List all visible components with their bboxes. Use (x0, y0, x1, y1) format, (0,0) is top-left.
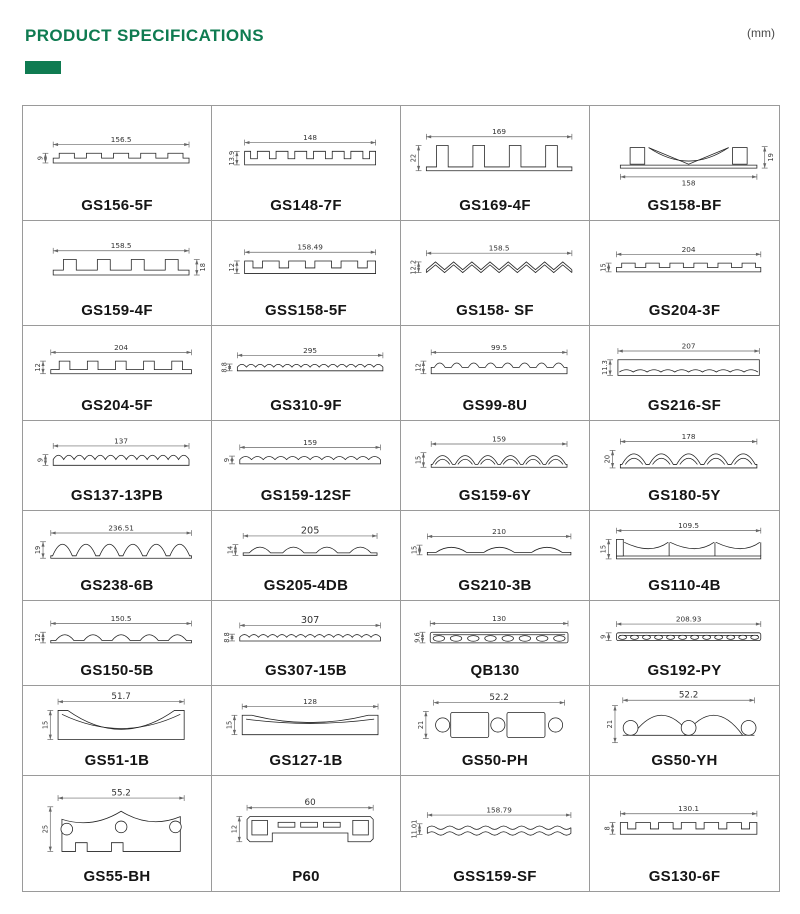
spec-cell-GS238-6B (23, 511, 212, 601)
profile-drawing (594, 332, 775, 395)
svg-text:236.51: 236.51 (108, 523, 134, 533)
profile-drawing (405, 113, 585, 195)
profile-drawing (594, 691, 775, 750)
svg-text:158.5: 158.5 (110, 241, 132, 251)
spec-cell-GS150-5B (23, 601, 212, 686)
svg-text:130.1: 130.1 (677, 804, 699, 814)
product-code-label: GSS159-SF (453, 868, 537, 885)
product-code-label: GS238-6B (80, 577, 154, 594)
profile-drawing (594, 227, 775, 300)
profile-drawing (216, 607, 396, 660)
product-code-label: GS148-7F (270, 197, 342, 214)
svg-text:20: 20 (603, 455, 612, 464)
profile-drawing (216, 113, 396, 195)
product-code-label: GS205-4DB (263, 577, 349, 594)
spec-cell-GS148-7F (212, 106, 401, 221)
product-code-label: GS127-1B (269, 752, 343, 769)
product-code-label: QB130 (470, 662, 520, 679)
spec-cell-GSS159-SF (401, 776, 590, 891)
profile-drawing (405, 427, 585, 485)
svg-text:207: 207 (681, 341, 696, 351)
product-code-label: GS130-6F (648, 868, 721, 885)
svg-text:9: 9 (36, 457, 45, 462)
svg-text:99.5: 99.5 (490, 342, 507, 352)
svg-text:18: 18 (198, 263, 207, 272)
svg-text:12: 12 (414, 363, 423, 372)
svg-text:208.93: 208.93 (675, 614, 702, 624)
svg-text:15: 15 (599, 545, 608, 554)
svg-text:15: 15 (599, 263, 608, 272)
product-code-label: GS51-1B (84, 752, 150, 769)
svg-text:14: 14 (226, 545, 235, 554)
svg-text:9.6: 9.6 (413, 631, 422, 643)
profile-drawing (27, 113, 207, 195)
profile-drawing (27, 427, 207, 485)
svg-text:52.2: 52.2 (489, 692, 509, 703)
svg-text:158.49: 158.49 (297, 242, 323, 252)
svg-text:15: 15 (225, 720, 234, 729)
svg-text:210: 210 (491, 526, 506, 536)
profile-drawing (27, 692, 207, 750)
spec-cell-GS307-15B (212, 601, 401, 686)
product-code-label: GS216-SF (647, 397, 722, 414)
svg-text:150.5: 150.5 (110, 613, 132, 623)
svg-text:158.5: 158.5 (488, 243, 510, 253)
svg-text:52.2: 52.2 (678, 691, 699, 702)
product-code-label: GS204-5F (81, 397, 153, 414)
spec-cell-GSS158-5F (212, 221, 401, 326)
svg-text:22: 22 (409, 153, 418, 162)
profile-drawing (594, 426, 775, 485)
profile-drawing (405, 784, 585, 866)
svg-text:11.3: 11.3 (600, 359, 609, 375)
product-code-label: GS137-13PB (70, 487, 164, 504)
profile-drawing (405, 332, 585, 395)
svg-text:12: 12 (33, 363, 42, 372)
profile-drawing (27, 227, 207, 300)
product-code-label: GS158-BF (647, 197, 722, 214)
profile-drawing (216, 227, 396, 300)
svg-text:158.79: 158.79 (486, 805, 512, 815)
svg-text:204: 204 (681, 244, 696, 254)
spec-cell-GS50-PH (401, 686, 590, 776)
spec-cell-QB130 (401, 601, 590, 686)
unit-label: (mm) (747, 26, 775, 40)
spec-cell-GS156-5F (23, 106, 212, 221)
svg-text:19: 19 (766, 153, 775, 162)
product-code-label: GS310-9F (270, 397, 342, 414)
svg-text:60: 60 (304, 797, 316, 808)
profile-drawing (216, 784, 396, 866)
svg-text:12: 12 (227, 263, 236, 272)
product-code-label: GS159-4F (81, 302, 153, 319)
spec-cell-GS159-12SF (212, 421, 401, 511)
spec-cell-GS158-BF (590, 106, 779, 221)
spec-cell-GS130-6F (590, 776, 779, 891)
svg-text:11.01: 11.01 (410, 819, 419, 839)
svg-text:12.2: 12.2 (409, 260, 418, 275)
product-code-label: GS156-5F (81, 197, 153, 214)
svg-text:128: 128 (302, 696, 317, 706)
svg-text:159: 159 (302, 437, 317, 447)
spec-cell-GS204-3F (590, 221, 779, 326)
spec-cell-GS110-4B (590, 511, 779, 601)
spec-cell-GS180-5Y (590, 421, 779, 511)
accent-swatch (25, 61, 61, 74)
product-code-label: GS110-4B (648, 577, 721, 594)
svg-text:130: 130 (491, 613, 506, 623)
spec-grid (22, 105, 780, 892)
profile-drawing (405, 607, 585, 660)
spec-cell-GS192-PY (590, 601, 779, 686)
svg-text:13.9: 13.9 (227, 150, 236, 165)
spec-cell-GS204-5F (23, 326, 212, 421)
svg-text:21: 21 (605, 720, 614, 729)
spec-cell-GS99-8U (401, 326, 590, 421)
svg-text:178: 178 (681, 432, 696, 442)
svg-text:9: 9 (222, 457, 231, 462)
profile-drawing (594, 516, 775, 575)
profile-drawing (405, 692, 585, 750)
profile-drawing (594, 112, 775, 195)
svg-text:159: 159 (491, 434, 506, 444)
spec-cell-GS55-BH (23, 776, 212, 891)
spec-cell-GS310-9F (212, 326, 401, 421)
spec-cell-GS50-YH (590, 686, 779, 776)
profile-drawing (216, 692, 396, 750)
svg-text:158: 158 (681, 178, 696, 188)
spec-cell-GS210-3B (401, 511, 590, 601)
product-code-label: GS50-PH (461, 752, 529, 769)
svg-text:109.5: 109.5 (677, 521, 699, 531)
product-code-label: GS210-3B (458, 577, 532, 594)
product-code-label: GS159-6Y (458, 487, 532, 504)
product-code-label: GS180-5Y (648, 487, 721, 504)
svg-text:9: 9 (599, 634, 608, 640)
svg-text:8: 8 (603, 826, 612, 831)
svg-text:204: 204 (113, 342, 128, 352)
svg-text:295: 295 (302, 345, 317, 355)
svg-text:12: 12 (230, 824, 239, 833)
profile-drawing (27, 332, 207, 395)
svg-text:12: 12 (33, 633, 42, 642)
svg-text:51.7: 51.7 (111, 691, 131, 702)
svg-text:307: 307 (300, 614, 320, 626)
spec-cell-GS169-4F (401, 106, 590, 221)
profile-drawing (594, 606, 775, 660)
svg-text:15: 15 (41, 720, 50, 729)
spec-cell-GS159-6Y (401, 421, 590, 511)
product-code-label: GS204-3F (648, 302, 721, 319)
profile-drawing (405, 517, 585, 575)
product-code-label: GS159-12SF (260, 487, 352, 504)
spec-cell-GS158-SF (401, 221, 590, 326)
profile-drawing (27, 784, 207, 866)
svg-text:205: 205 (300, 525, 320, 537)
product-code-label: GS169-4F (459, 197, 531, 214)
spec-cell-GS205-4DB (212, 511, 401, 601)
profile-drawing (216, 517, 396, 575)
product-code-label: P60 (292, 868, 320, 885)
product-code-label: GS192-PY (647, 662, 722, 679)
svg-text:148: 148 (302, 132, 317, 142)
profile-drawing (216, 332, 396, 395)
svg-text:15: 15 (414, 455, 423, 464)
spec-cell-GS127-1B (212, 686, 401, 776)
product-code-label: GS307-15B (265, 662, 347, 679)
product-code-label: GS158- SF (456, 302, 534, 319)
spec-cell-P60 (212, 776, 401, 891)
svg-text:21: 21 (416, 720, 425, 729)
spec-cell-GS51-1B (23, 686, 212, 776)
product-code-label: GS55-BH (83, 868, 151, 885)
svg-text:19: 19 (33, 545, 42, 554)
profile-drawing (216, 427, 396, 485)
profile-drawing (405, 227, 585, 300)
profile-drawing (27, 607, 207, 660)
svg-text:15: 15 (410, 545, 419, 554)
spec-cell-GS159-4F (23, 221, 212, 326)
svg-text:169: 169 (491, 126, 506, 136)
svg-text:55.2: 55.2 (111, 788, 131, 799)
profile-drawing (27, 517, 207, 575)
product-code-label: GS50-YH (651, 752, 718, 769)
product-code-label: GS99-8U (462, 397, 528, 414)
svg-text:137: 137 (113, 436, 128, 446)
svg-text:8.8: 8.8 (220, 362, 229, 373)
svg-text:8.8: 8.8 (222, 631, 231, 643)
page-title: PRODUCT SPECIFICATIONS (25, 26, 264, 45)
product-code-label: GSS158-5F (265, 302, 347, 319)
spec-cell-GS216-SF (590, 326, 779, 421)
spec-cell-GS137-13PB (23, 421, 212, 511)
svg-text:156.5: 156.5 (110, 134, 132, 144)
product-code-label: GS150-5B (80, 662, 154, 679)
profile-drawing (594, 783, 775, 866)
svg-text:9: 9 (36, 155, 45, 160)
svg-text:25: 25 (41, 824, 50, 833)
